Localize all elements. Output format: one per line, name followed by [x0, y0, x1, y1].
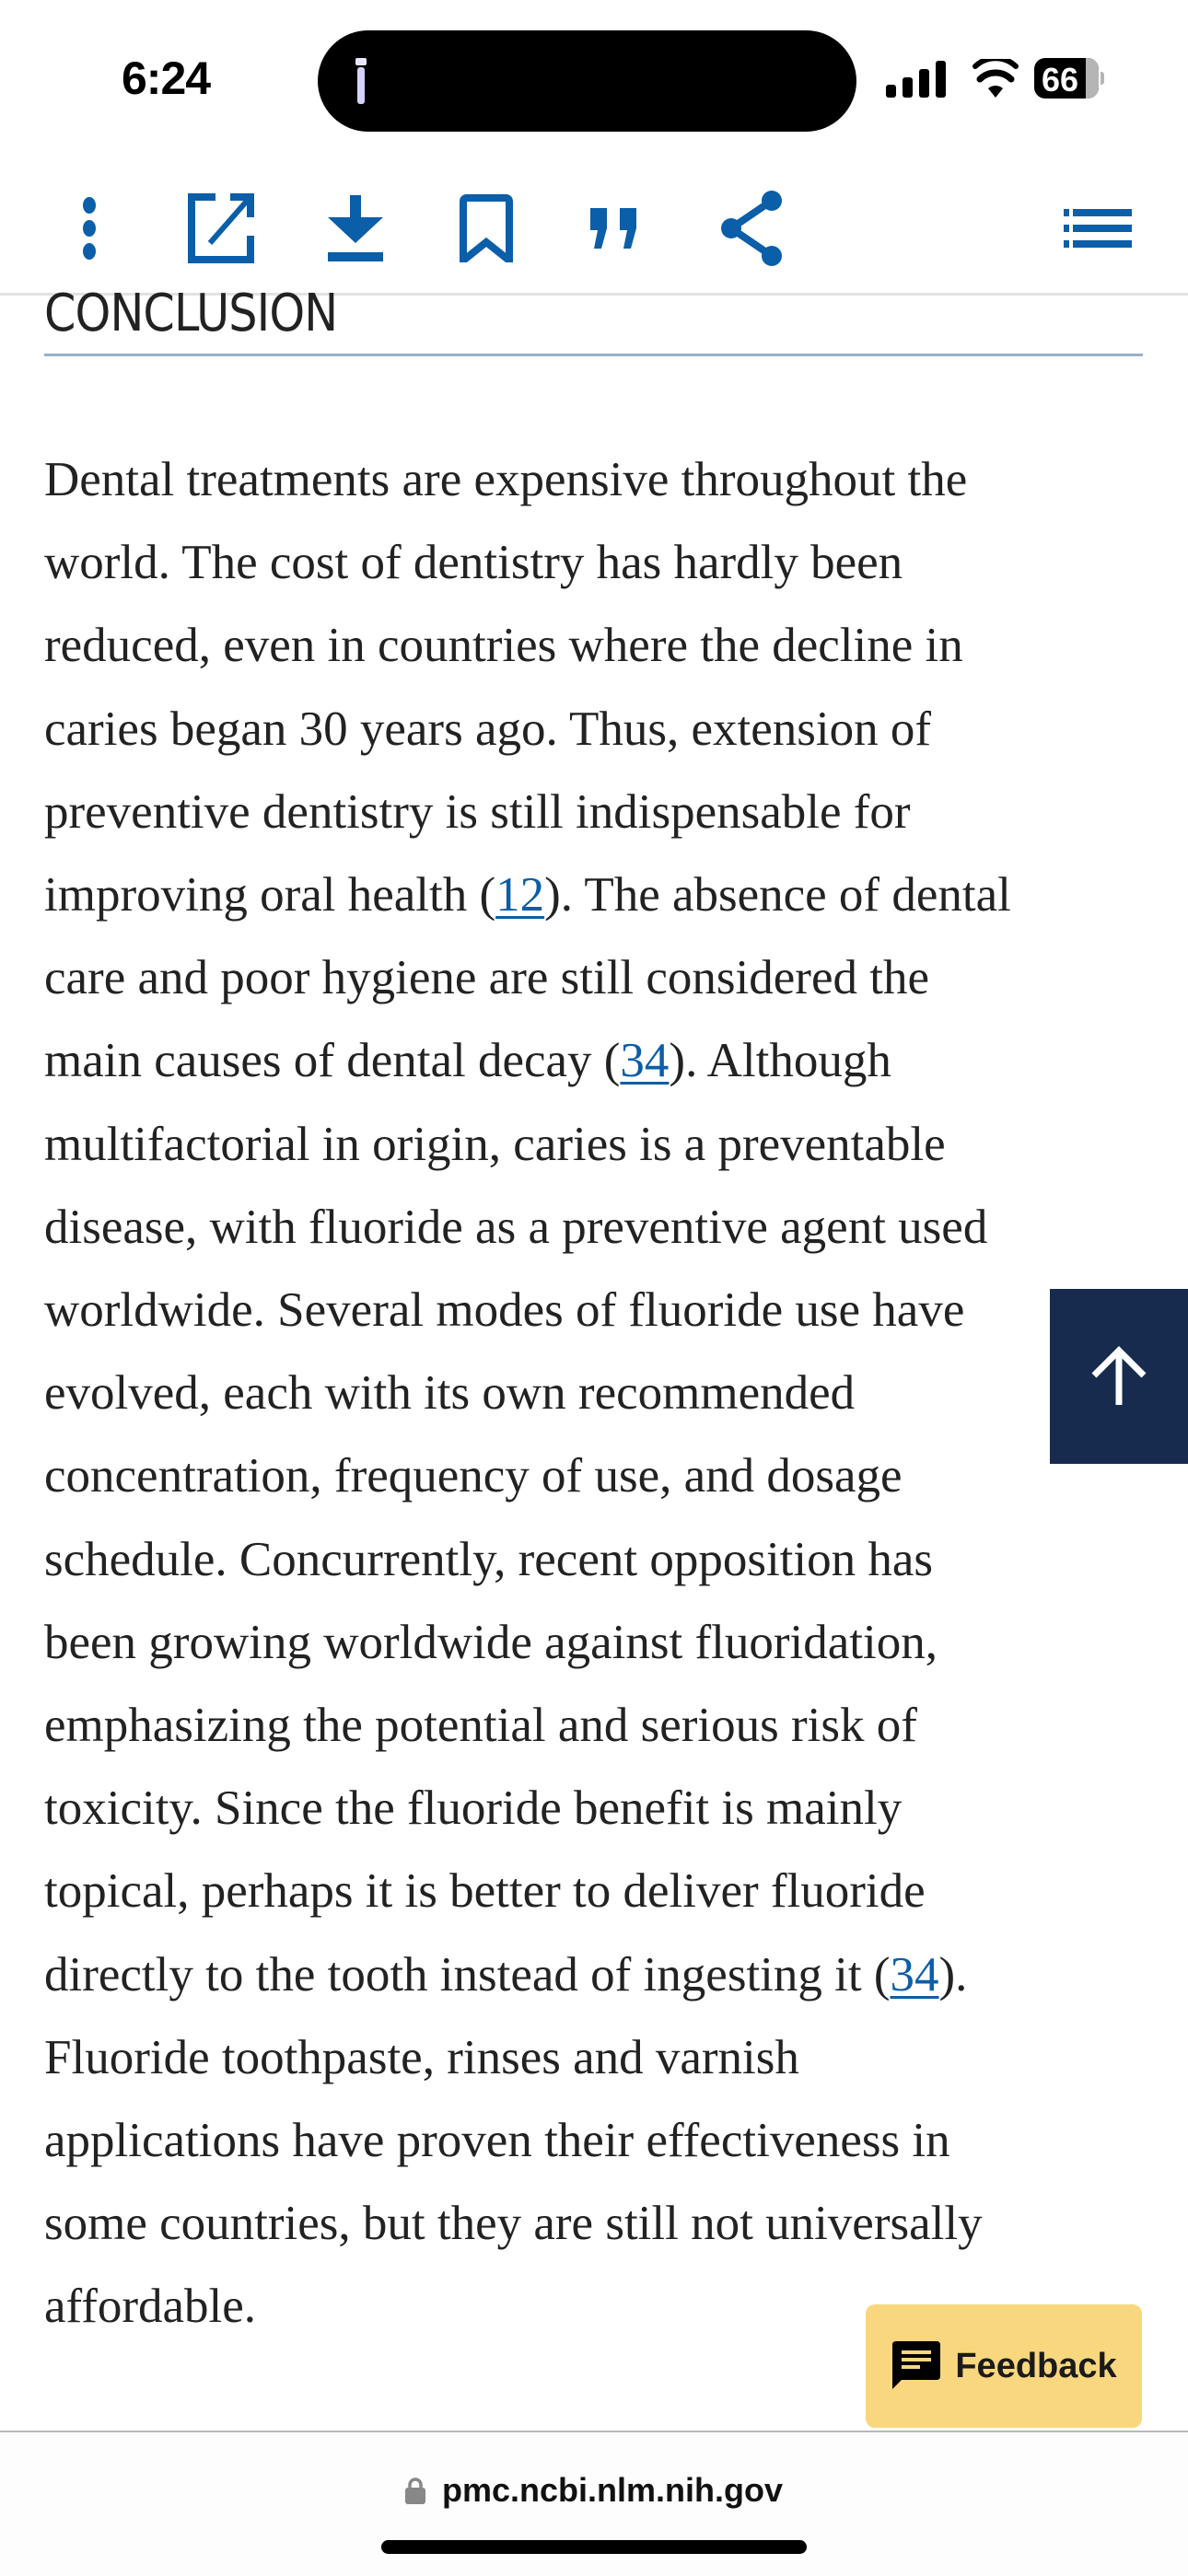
line-text: care and poor hygiene are still considered the [44, 951, 929, 1005]
battery-nub [1101, 72, 1104, 85]
paragraph-line [44, 1269, 1011, 1352]
open-external-button[interactable] [184, 189, 258, 268]
line-text: some countries, but they are still not universally [44, 2197, 983, 2251]
feedback-chat-icon [891, 2341, 942, 2391]
url-display[interactable] [0, 2471, 1188, 2510]
paragraph-line [44, 688, 1011, 771]
paragraph-line [44, 2099, 1011, 2182]
battery-level: 66 [1042, 61, 1079, 99]
line-text: been growing worldwide against fluoridation, [44, 1615, 938, 1669]
paragraph-line [44, 1186, 1011, 1269]
paragraph-line [44, 604, 1011, 687]
line-text: disease, with fluoride as a preventive agent used [44, 1200, 988, 1254]
line-text: evolved, each with its own recommended [44, 1366, 856, 1421]
paragraph-line [44, 521, 1011, 604]
heading-underline [44, 354, 1143, 356]
back-to-top-button[interactable] [1050, 1289, 1188, 1464]
line-text: reduced, even in countries where the decline in [44, 619, 963, 673]
line-text: worldwide. Several modes of fluoride use have [44, 1283, 965, 1338]
paragraph-line [44, 1933, 1011, 2016]
line-text: Fluoride toothpaste, rinses and varnish [44, 2030, 799, 2084]
share-icon [716, 190, 786, 267]
arrow-up-icon [1087, 1344, 1151, 1409]
more-vertical-icon [80, 196, 99, 261]
line-text: ). The absence of dental [544, 868, 1011, 922]
line-text: preventive dentistry is still indispensable for [44, 784, 911, 839]
paragraph-line [44, 1019, 1011, 1102]
home-indicator [381, 2540, 807, 2554]
line-text: caries began 30 years ago. Thus, extension of [44, 702, 932, 756]
lock-icon [405, 2477, 425, 2504]
paragraph-line [44, 2016, 1011, 2099]
paragraph-line [44, 2182, 1011, 2265]
line-text: schedule. Concurrently, recent opposition has [44, 1532, 934, 1586]
paragraph-line [44, 1352, 1011, 1434]
line-text: multifactorial in origin, caries is a preventable [44, 1117, 946, 1171]
reference-link[interactable]: 34 [890, 1947, 939, 2002]
battery-indicator [1034, 58, 1099, 99]
status-time: 6:24 [122, 52, 211, 104]
bookmark-icon [459, 194, 514, 262]
dynamic-island [318, 30, 856, 132]
paragraph-line [44, 771, 1011, 853]
reference-link[interactable]: 34 [620, 1034, 670, 1088]
line-text: directly to the tooth instead of ingesting it ( [44, 1947, 891, 2002]
url-text: pmc.ncbi.nlm.nih.gov [441, 2471, 784, 2509]
paragraph-line [44, 438, 1011, 521]
flashlight-icon [355, 58, 367, 104]
share-button[interactable] [715, 189, 788, 268]
line-text: toxicity. Since the fluoride benefit is mainly [44, 1781, 903, 1836]
line-text: world. The cost of dentistry has hardly been [44, 536, 903, 590]
paragraph-line [44, 1518, 1011, 1601]
line-text: applications have proven their effectiveness in [44, 2114, 950, 2168]
cellular-signal-icon [886, 61, 947, 98]
line-text: main causes of dental decay ( [44, 1034, 621, 1088]
paragraph-line [44, 1434, 1011, 1517]
line-text: emphasizing the potential and serious risk of [44, 1699, 917, 1753]
line-text: Dental treatments are expensive throughout the [44, 453, 968, 506]
feedback-button[interactable] [866, 2304, 1142, 2428]
browser-address-bar[interactable] [0, 2431, 1188, 2576]
paragraph-line [44, 853, 1011, 936]
paragraph-line [44, 1850, 1011, 1932]
conclusion-paragraph [44, 438, 1011, 2349]
table-of-contents-icon [1064, 209, 1132, 248]
wifi-icon [973, 59, 1019, 98]
paragraph-line [44, 1684, 1011, 1767]
line-text: affordable. [44, 2280, 257, 2334]
line-text: improving oral health ( [44, 868, 496, 922]
paragraph-line [44, 936, 1011, 1019]
paragraph-line [44, 1767, 1011, 1850]
line-text: topical, perhaps it is better to deliver fluoride [44, 1864, 926, 1919]
line-text: ). Although [669, 1034, 891, 1088]
cite-quote-icon [590, 208, 646, 249]
section-heading: CONCLUSION [44, 284, 338, 343]
paragraph-line [44, 1601, 1011, 1684]
download-button[interactable] [319, 189, 392, 268]
download-icon [326, 195, 385, 261]
paragraph-line [44, 1103, 1011, 1186]
line-text: concentration, frequency of use, and dosage [44, 1449, 903, 1503]
open-external-icon [188, 193, 254, 263]
feedback-label: Feedback [955, 2346, 1117, 2385]
more-options-button[interactable] [52, 189, 126, 268]
bookmark-button[interactable] [449, 189, 523, 268]
cite-button[interactable] [581, 189, 655, 268]
line-text: ). [938, 1947, 968, 2002]
table-of-contents-button[interactable] [1061, 189, 1135, 268]
reference-link[interactable]: 12 [495, 868, 545, 922]
